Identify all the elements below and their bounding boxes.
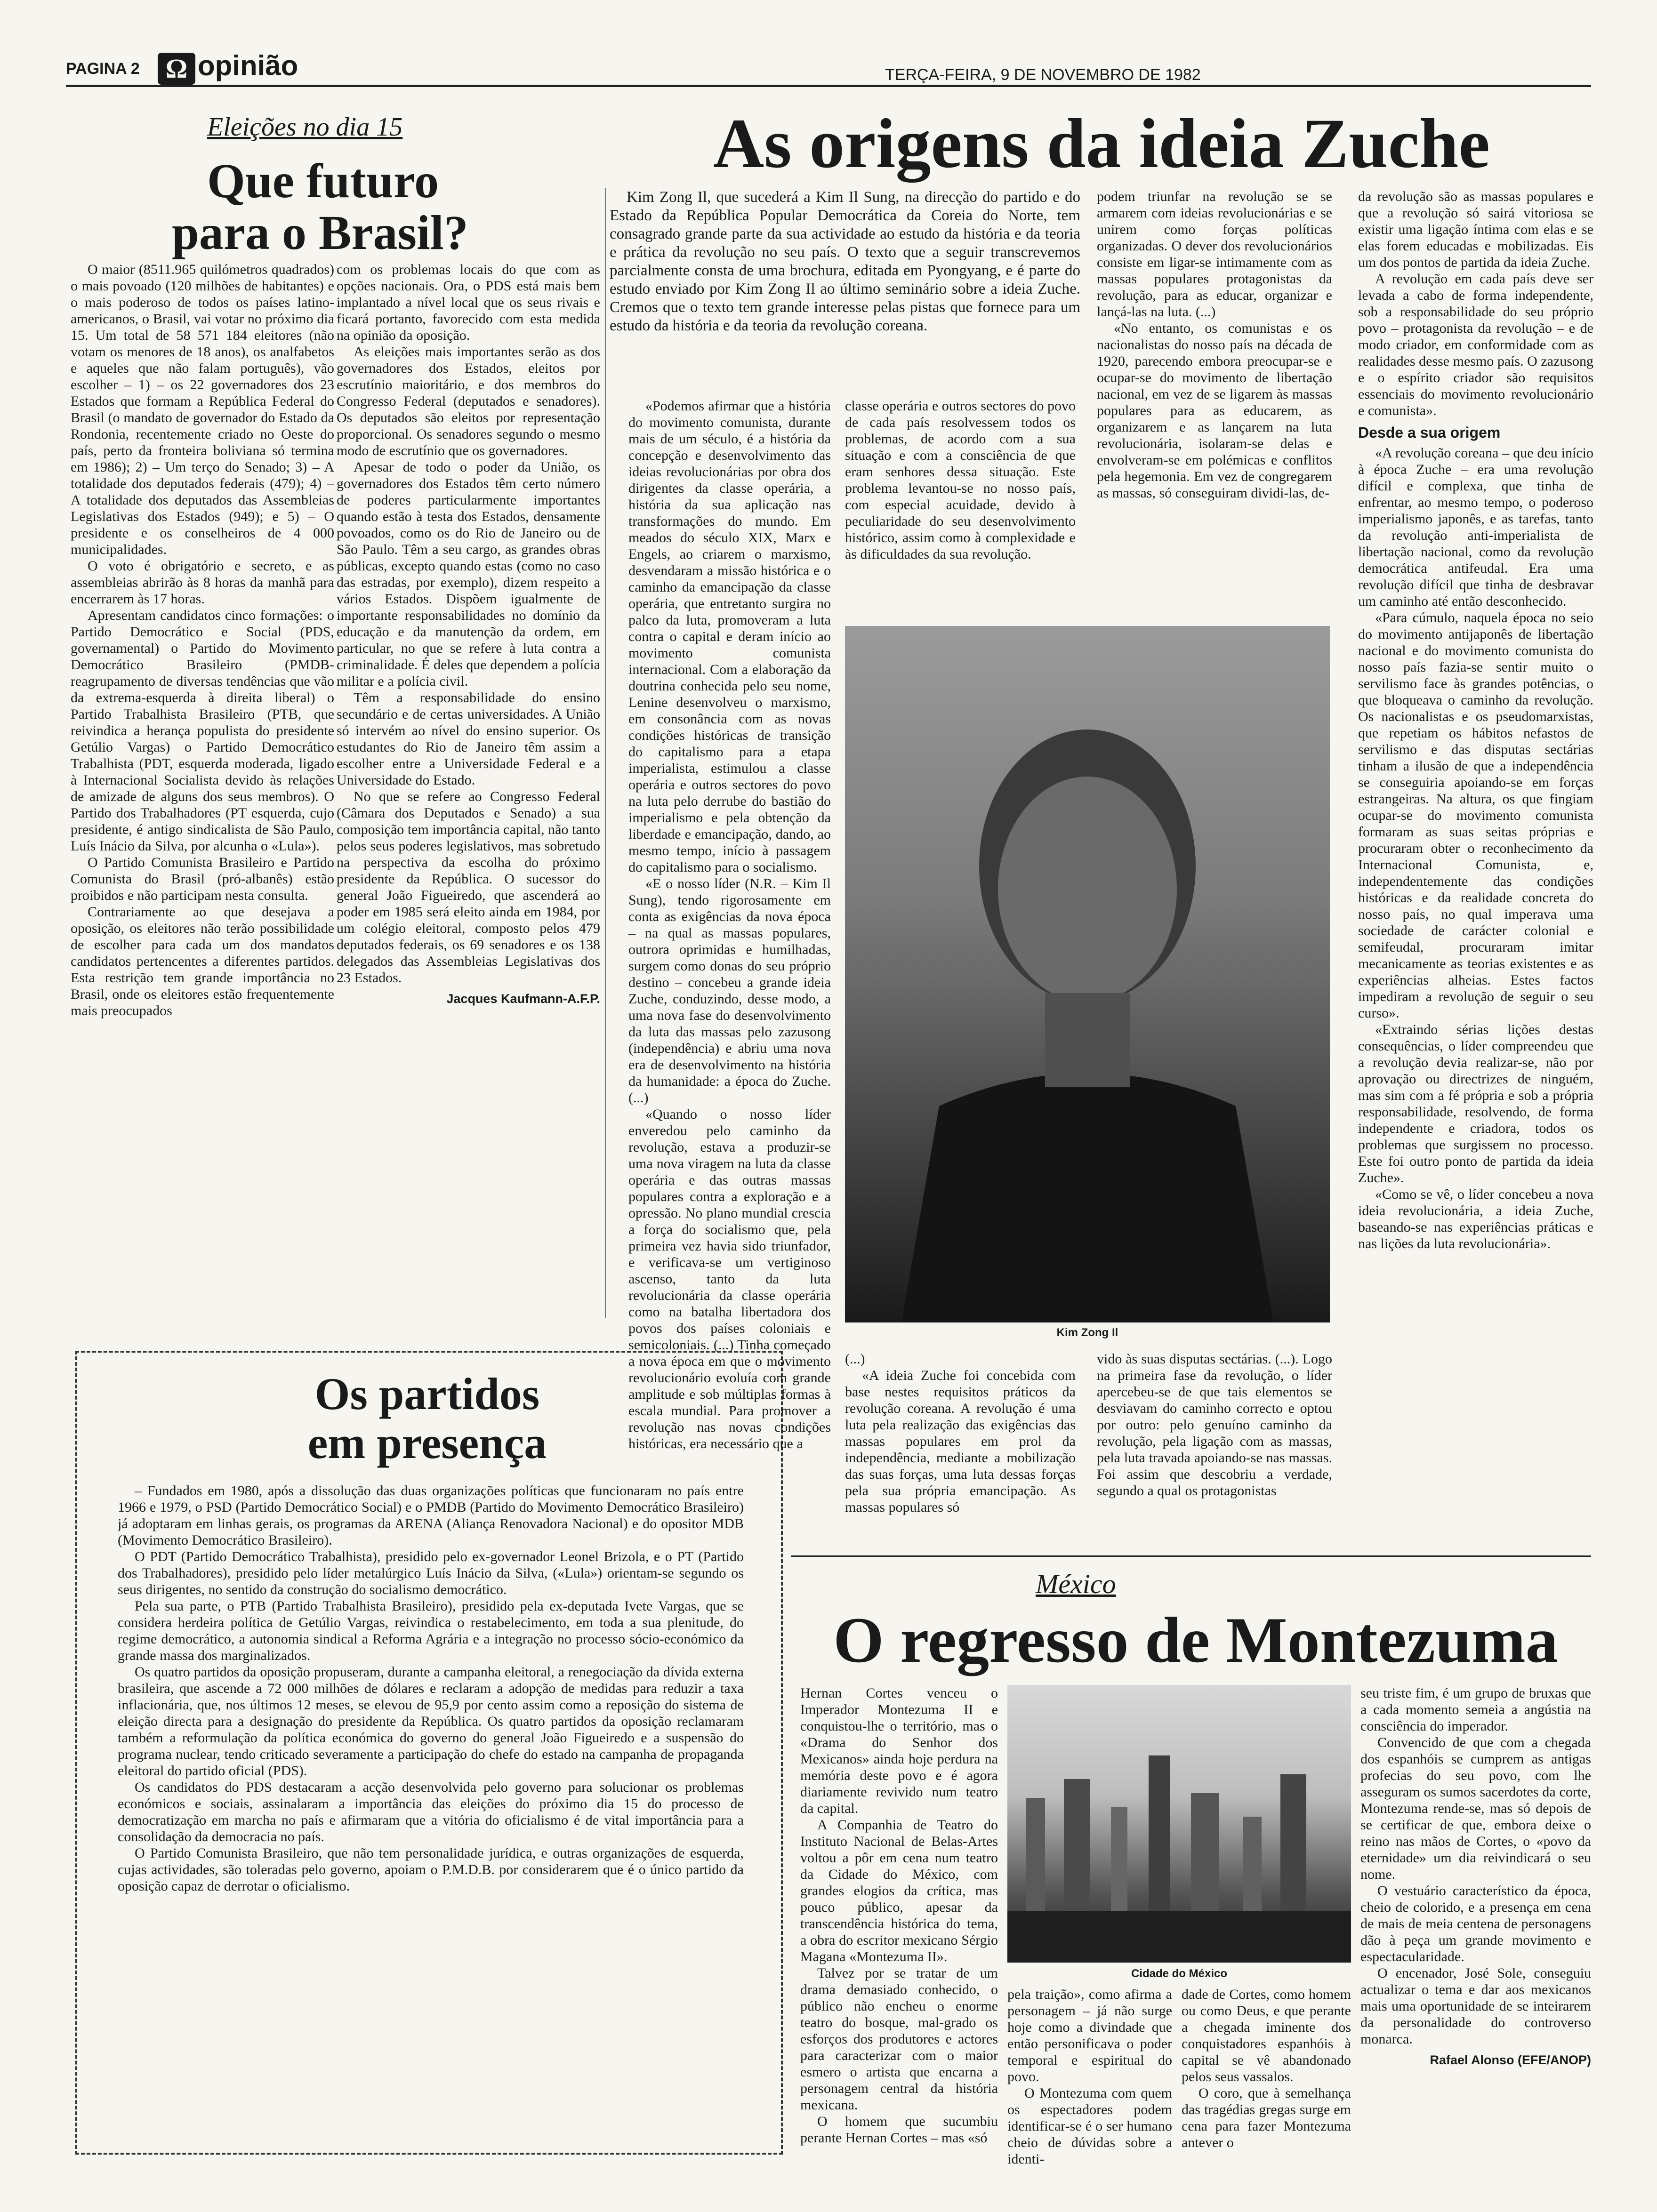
article4-col-d-p: O encenador, José Sole, conseguiu actualizar o tema e dar aos mexicanos mais uma oportunidade de se inteirarem da personalidade do controverso monarca. [1360,1965,1591,2047]
article1-col1-p: O voto é obrigatório e secreto, e as assembleias abrirão às 8 horas da manhã para encerrarem às 17 horas. [71,558,334,607]
article4-col-b-p: pela traição», como afirma a personagem – já não surge hoje como a divindade que então personificava o poder temporal e espiritual do povo. [1007,1987,1172,2084]
section-name: opinião [198,50,298,81]
article1-col1-p: O maior (8511.965 quilómetros quadrados) o mais povoado (120 milhões de habitantes) e o mais poderoso de todos os países latino-americanos, o Brasil, vai votar no próximo dia 15. Um total de 58 571 184 eleitores (não votam os menores de 18 anos), os analfabetos e aqueles que não falam português), vão escolher – 1) – os 22 governadores dos 23 Estados que formam a República Federal do Brasil (o mandato de governador do Estado da Rondonia, recentemente criado no Oeste do país, perto da fronteira boliviana só termina em 1986); 2) – Um terço do Senado; 3) – A totalidade dos deputados federais (479); 4) – A totalidade dos deputados das Assembleias Legislativas dos Estados (949); e 5) – O presidente e os conselheiros de 4 000 municipalidades. [71,262,334,557]
article1-col2-p: Apesar de todo o poder da União, os governadores dos Estados têm certo número de poderes particularmente importantes quando estão à testa dos Estados, densamente povoados, como os do Rio de Janeiro ou de São Paulo. Têm a seu cargo, as grandes obras públicas, excepto quando estas (como no caso das estradas, por exemplo), dizem respeito a vários Estados. Dispõem igualmente de importante responsabilidades no domínio da educação e da manutenção da ordem, em particular, no que se refere à luta contra a criminalidade. É deles que dependem a polícia militar e a polícia civil. [337,459,600,689]
article2-p: O Partido Comunista Brasileiro, que não tem personalidade jurídica, e outras organizações de esquerda, cujas actividades, são toleradas pelo governo, apoiam o P.M.D.B. por considerarem que é o único partido da oposição capaz de derrotar o oficialismo. [118,1845,744,1894]
article4-col-c-p: dade de Cortes, como homem ou como Deus, e que perante a chegada iminente dos conquistadores espanhóis à capital se vê abandonado pelos seus vassalos. [1182,1987,1351,2084]
article3-col-d-p: A revolução em cada país deve ser levada a cabo de forma independente, sob a responsabilidade do seu próprio povo – protagonista da revolução – e de modo criador, em conformidade com as realidades desse mesmo país. O zazusong e o espírito criador são requisitos essenciais do movimento revolucionário e comunista». [1358,271,1593,418]
article4-title: O regresso de Montezuma [833,1604,1558,1676]
article3-col-c-p: podem triunfar na revolução se se armarem com ideias revolucionárias e se unirem como forças políticas organizadas. O dever dos revolucionários consiste em ligar-se intimamente com as massas populares protagonistas da revolução, para as educar, organizar e lançá-las na luta. (...) [1097,189,1332,320]
article1-col2-p: As eleições mais importantes serão as dos governadores dos Estados, eleitos por escrutínio maioritário, e dos membros do Congresso Federal (deputados e senadores). Os deputados são eleitos por representação proporcional. Os senadores segundo o mesmo modo de escrutínio que os governadores. [337,344,600,458]
portrait-silhouette-icon [845,626,1330,1322]
article3-col-d-p: «Como se vê, o líder concebeu a nova ideia revolucionária, a ideia Zuche, baseando-se nas experiências práticas e nas lições da luta revolucionária». [1358,1186,1593,1251]
article4-col-a [800,1685,998,2184]
article2-p: Os quatro partidos da oposição propuseram, durante a campanha eleitoral, a renegociação da dívida externa brasileira, que ascende a 72 000 milhões de dólares e reclaram a adopção de medidas para reduzir a taxa inflacionária, que, nos últimos 12 meses, se elevou de 95,9 por cento assim como a reposição do sistema de eleição directa para a designação do presidente da República. Os quatro partidos da oposição reclamaram também a reformulação da política económica do governo do general João Figueiredo e a suspensão do programa nuclear, tendo criticado severamente a participação do chefe do estado na campanha de propaganda eleitoral do partido oficial (PDS). [118,1664,744,1779]
article3-intro-p: Kim Zong Il, que sucederá a Kim Il Sung, na direcção do partido e do Estado da República Popular Democrática da Coreia do Norte, tem consagrado grande parte da sua actividade ao estudo da história e da teoria e prática da revolução no seu país. O texto que a seguir transcrevemos parcialmente consta de uma brochura, editada em Pyongyang, e é parte do estudo enviado por Kim Zong Il ao último seminário sobre a ideia Zuche. Cremos que o texto tem grande interesse pelas pistas que fornece para um estudo da história e da teoria da revolução coreana. [610,189,1080,334]
article2-body [118,1483,744,2132]
article3-title: As origens da ideia Zuche [713,104,1490,183]
article2-p: – Fundados em 1980, após a dissolução das duas organizações políticas que funcionaram no país entre 1966 e 1979, o PSD (Partido Democrático Social) e o PMDB (Partido do Movimento Democrático Brasileiro) já adoptaram em linhas gerais, os programas da ARENA (Aliança Renovadora Nacional) e do opositor MDB (Movimento Democrático Brasileiro). [118,1483,744,1548]
article1-col1 [71,261,334,1315]
column-divider [605,188,606,1318]
article4-col-c-p: O coro, que à semelhança das tragédias gregas surge em cena para fazer Montezuma antever o [1182,2085,1351,2150]
article3-col-d [1358,188,1593,1539]
header-rule [66,85,1591,87]
article4-col-c [1182,1986,1351,2184]
mexico-city-caption: Cidade do México [1131,1967,1228,1980]
article1-col1-p: Apresentam candidatos cinco formações: o Partido Democrático e Social (PDS, governamental) o Partido do Movimento Democrático Brasileiro (PMDB-reagrupamento de diversas tendências que vão da extrema-esquerda à direita liberal) o Partido Trabalhista Brasileiro (PTB, que reivindica a herança populista do presidente Getúlio Vargas) o Partido Democrático Trabalhista (PDT, esquerda moderada, ligado à Internacional Socialista devido às relações de amizade de alguns dos seus membros). O Partido dos Trabalhadores (PT esquerda, cujo presidente, é antigo sindicalista de São Paulo, Luís Inácio da Silva, por alcunha o «Lula»). [71,608,334,854]
article4-col-d-p: Convencido de que com a chegada dos espanhóis se cumprem as antigas profecias do seu povo, com lhe asseguram os sumos sacerdotes da corte, Montezuma rende-se, mas só depois de se certificar de que, embora deixe o reino nas mãos de Cortes, o «povo da eternidade» um dia reivindicará o seu nome. [1360,1735,1591,1882]
kim-zong-il-caption: Kim Zong Il [1056,1326,1118,1339]
article3-subhead: Desde a sua origem [1358,424,1501,441]
article3-col-a-p: «Quando o nosso líder enveredou pelo caminho da revolução, estava a produzir-se uma nova viragem na luta da classe operária e das outras massas populares contra a exploração e a opressão. No plano mundial crescia a força do socialismo que, pela primeira vez havia sido triunfador, e verificava-se um vertiginoso ascenso, tanto da luta revolucionária da classe operária como na batalha libertadora dos povos dos países coloniais e semicoloniais. (...) Tinha começado a nova época em que o movimento revolucionário evoluía com grande amplitude e sob múltiplas formas à escala mundial. Para promover a revolução nas novas condições históricas, era necessário que a [628,1106,831,1451]
article3-col-b-p: classe operária e outros sectores do povo de cada país resolvessem todos os problemas, de acordo com a sua situação e com a consciência de que eram senhores dessa situação. Este problema levantou-se no nosso país, com especial acuidade, devido à peculiaridade do seu desenvolvimento histórico, assim como à complexidade e às dificuldades da sua revolução. [845,398,1076,562]
mexico-city-photo [1007,1685,1351,1963]
article3-col-d-p: «Para cúmulo, naquela época no seio do movimento antijaponês de libertação nacional e do movimento comunista do nosso país fazia-se sentir muito o servilismo face às grandes potências, o que bloqueava o caminho da revolução. Os nacionalistas e os pseudomarxistas, que repetiam os hábitos nefastos de servilismo e das disputas sectárias tinham a ilusão de que a independência se conseguiria apoiando-se em forças estrangeiras. Na altura, os que fingiam ocupar-se do movimento comunista formaram as suas seitas próprias e procuraram obter o reconhecimento da Internacional Comunista, e, independentemente das condições históricas e da realidade concreta do nosso país, no qual imperava uma sociedade de carácter colonial e semifeudal, procuraram imitar mecanicamente as teorias existentes e as experiências alheias. Estes factos impediram a revolução de seguir o seu curso». [1358,610,1593,1021]
article2-title-line2: em presença [307,1418,547,1468]
article3-col-b-p: «A ideia Zuche foi concebida com base nestes requisitos práticos da revolução coreana. A revolução é uma luta pela realização das exigências das massas populares em prol da independência, mediante a mobilização das suas forças, uma luta dessas forças pela sua própria emancipação. As massas populares só [845,1368,1076,1515]
article4-signature: Rafael Alonso (EFE/ANOP) [1430,2053,1591,2067]
article2-p: Pela sua parte, o PTB (Partido Trabalhista Brasileiro), presidido pela ex-deputada Ivete Vargas, que se considera herdeira política de Getúlio Vargas, reivindica o restabelecimento, em toda a sua plenitude, do regime democrático, a autonomia sindical a Reforma Agrária e a integração no processo sócio-económico da grande massa dos marginalizados. [118,1598,744,1663]
article1-col1-p: O Partido Comunista Brasileiro e Partido Comunista do Brasil (pró-albanês) estão proibidos e não participam nesta consulta. [71,855,334,903]
article4-kicker: México [1036,1569,1116,1599]
article3-col-d-p: «A revolução coreana – que deu início à época Zuche – era uma revolução difícil e complexa, que tinha de enfrentar, ao mesmo tempo, o poderoso imperialismo japonês, e as tarefas, tanto da revolução anti-imperialista de libertação nacional, como da revolução democrática antifeudal. Era uma revolução difícil que tinha de desbravar um caminho até então desconhecido. [1358,445,1593,609]
article3-col-b-bottom [845,1351,1076,1539]
article2-p: O PDT (Partido Democrático Trabalhista), presidido pelo ex-governador Leonel Brizola, e o PT (Partido dos Trabalhadores), presidido pelo líder metalúrgico Luís Inácio da Silva, («Lula») orientam-se segundo os seus dirigentes, no sentido da construção do socialismo democrático. [118,1549,744,1597]
article2-title-line1: Os partidos [314,1369,540,1419]
article1-title-line2: para o Brasil? [172,206,468,260]
article4-col-d [1360,1685,1591,2184]
kim-zong-il-photo [845,626,1330,1322]
article1-col2-p: Têm a responsabilidade do ensino secundário e de certas universidades. A União só intervém ao nível do ensino superior. Os estudantes do Rio de Janeiro têm assim a escolher entre a Universidade Federal e a Universidade do Estado. [337,690,600,788]
article1-title-line1: Que futuro [207,154,439,208]
article3-col-d-p: da revolução são as massas populares e que a revolução só sairá vitoriosa se existir uma ligação íntima com elas e se elas forem educadas e mobilizadas. Eis um dos pontos de partida da ideia Zuche. [1358,189,1593,270]
article1-col2-p: No que se refere ao Congresso Federal (Câmara dos Deputados e Senado) a sua composição tem importância capital, não tanto pelos seus poderes legislativos, mas sobretudo na perspectiva da escolha do próximo presidente da República. O sucessor do general João Figueiredo, que ascenderá ao poder em 1985 será eleito ainda em 1984, por um colégio eleitoral, composto pelos 479 deputados federais, os 69 senadores e os 138 delegados das Assembleias Legislativas dos 23 Estados. [337,789,600,986]
article4-col-d-p: O vestuário característico da época, cheio de colorido, e a presença em cena de mais de meia centena de personagens dão à peça um grande movimento e espectacularidade. [1360,1883,1591,1964]
issue-date: TERÇA-FEIRA, 9 DE NOVEMBRO DE 1982 [885,66,1201,84]
article3-col-c-bottom [1097,1351,1332,1539]
article4-col-b [1007,1986,1172,2184]
page-number: PAGINA 2 [66,60,140,78]
article2-p: Os candidatos do PDS destacaram a acção desenvolvida pelo governo para solucionar os problemas económicos e sociais, assinalaram a importância das eleições do próximo dia 15 do processo de democratização em marcha no país e afirmaram que a vitória do oficialismo é de vital importância para a consolidação da democracia no país. [118,1779,744,1844]
article3-col-a-p: «Podemos afirmar que a história do movimento comunista, durante mais de um século, é a história da concepção e desenvolvimento das ideias revolucionárias por obra dos dirigentes da classe operária, a história da sua aplicação nas transformações do mundo. Em meados do século XIX, Marx e Engels, ao criarem o marxismo, desvendaram a missão histórica e o caminho da emancipação da classe operária, que entretanto surgira no palco da luta, promoveram a luta contra o capital e deram início ao movimento comunista internacional. Com a elaboração da doutrina conhecida pelo seu nome, Lenine desenvolveu o marxismo, em consonância com as novas condições históricas de transição do capitalismo para a etapa imperialista, estimulou a classe operária e outros sectores do povo na luta pelo derrube do bastião do imperialismo e pela obtenção da liberdade e emancipação, dando, ao mesmo tempo, início à passagem do capitalismo para o socialismo. [628,398,831,875]
article3-col-a-p: «E o nosso líder (N.R. – Kim Il Sung), tendo rigorosamente em conta as exigências da nova época – na qual as massas populares, outrora oprimidas e humilhadas, surgem como donas do seu próprio destino – concebeu a grande ideia Zuche, conduzindo, desse modo, a uma nova fase do desenvolvimento da luta das massas pelo zazusong (independência) e abriu uma nova era de desenvolvimento na história da humanidade: a época do Zuche. (...) [628,876,831,1106]
article1-signature: Jacques Kaufmann-A.F.P. [446,992,600,1006]
article4-col-a-p: Hernan Cortes venceu o Imperador Montezuma II e conquistou-lhe o território, mas o «Drama do Senhor dos Mexicanos» ainda hoje perdura na memória deste povo e é agora diariamente revivido num teatro da capital. [800,1685,998,1816]
article1-col2-p: com os problemas locais do que com as opções nacionais. Ora, o PDS está mais bem implantado a nível local que os seus rivais e ficará portanto, favorecido com esta medida na opinião da oposição. [337,262,600,343]
article4-col-a-p: Talvez por se tratar de um drama demasiado conhecido, o público não encheu o enorme teatro do bosque, mal-grado os esforços dos produtores e actores para caracterizar com o maior esmero o artista que encarna a personagem central da história mexicana. [800,1965,998,2113]
article3-col-b-top [845,398,1076,614]
article4-col-b-p: O Montezuma com quem os espectadores podem identificar-se é o ser humano cheio de dúvidas sobre a identi- [1007,2085,1172,2167]
section-divider [791,1555,1591,1557]
article1-col2 [337,261,600,1315]
logo-icon: Ω [158,53,195,85]
article4-col-d-p: seu triste fim, é um grupo de bruxas que a cada momento semeia a angústia na consciência do imperador. [1360,1685,1591,1734]
article3-col-a [628,398,831,1537]
article3-col-c-p: «No entanto, os comunistas e os nacionalistas do nosso país na década de 1920, parecendo embora preocupar-se e ocupar-se do movimento de libertação nacional, em vez de se ligarem às massas populares para as educarem, as organizarem e as lançarem na luta revolucionária, isolaram-se delas e envolveram-se em polémicas e conflitos pela hegemonia. Em vez de congregarem as massas, só conseguiram dividi-las, de- [1097,321,1332,501]
article3-col-c-p: vido às suas disputas sectárias. (...). Logo na primeira fase da revolução, o líder apercebeu-se de que tais elementos se desviavam do caminho correcto e optou por outro: pelo genuíno caminho da revolução, pela ligação com as massas, pela luta travada apoiando-se nas massas. Foi assim que descobriu a verdade, segundo a qual os protagonistas [1097,1351,1332,1499]
article3-col-c-top [1097,188,1332,612]
article1-kicker: Eleições no dia 15 [207,112,403,142]
article3-col-d-p: «Extraindo sérias lições destas consequências, o líder compreendeu que a revolução devia realizar-se, não por aprovação ou directrizes de ninguém, mas sim com a fé própria e sob a própria responsabilidade, resolvendo, de forma independente e criadora, todos os problemas que surgissem no processo. Este foi outro ponto de partida da ideia Zuche». [1358,1022,1593,1186]
article3-intro [610,188,1080,386]
city-skyline-icon [1007,1685,1351,1963]
article4-col-a-p: A Companhia de Teatro do Instituto Nacional de Belas-Artes voltou a pôr em cena num teatro da Cidade do México, com grandes elogios da crítica, mas pouco público, apesar da transcendência histórica do tema, a obra do escritor mexicano Sérgio Magana «Montezuma II». [800,1817,998,1964]
article3-col-b-p: (...) [845,1351,865,1367]
article4-col-a-p: O homem que sucumbiu perante Hernan Cortes – mas «só [800,2114,998,2146]
article1-col1-p: Contrariamente ao que desejava a oposição, os eleitores não terão possibilidade de escolher para cada um dos mandatos candidatos pertencentes a diferentes partidos. Esta restrição tem grande importância no Brasil, onde os eleitores estão frequentemente mais preocupados [71,904,334,1018]
